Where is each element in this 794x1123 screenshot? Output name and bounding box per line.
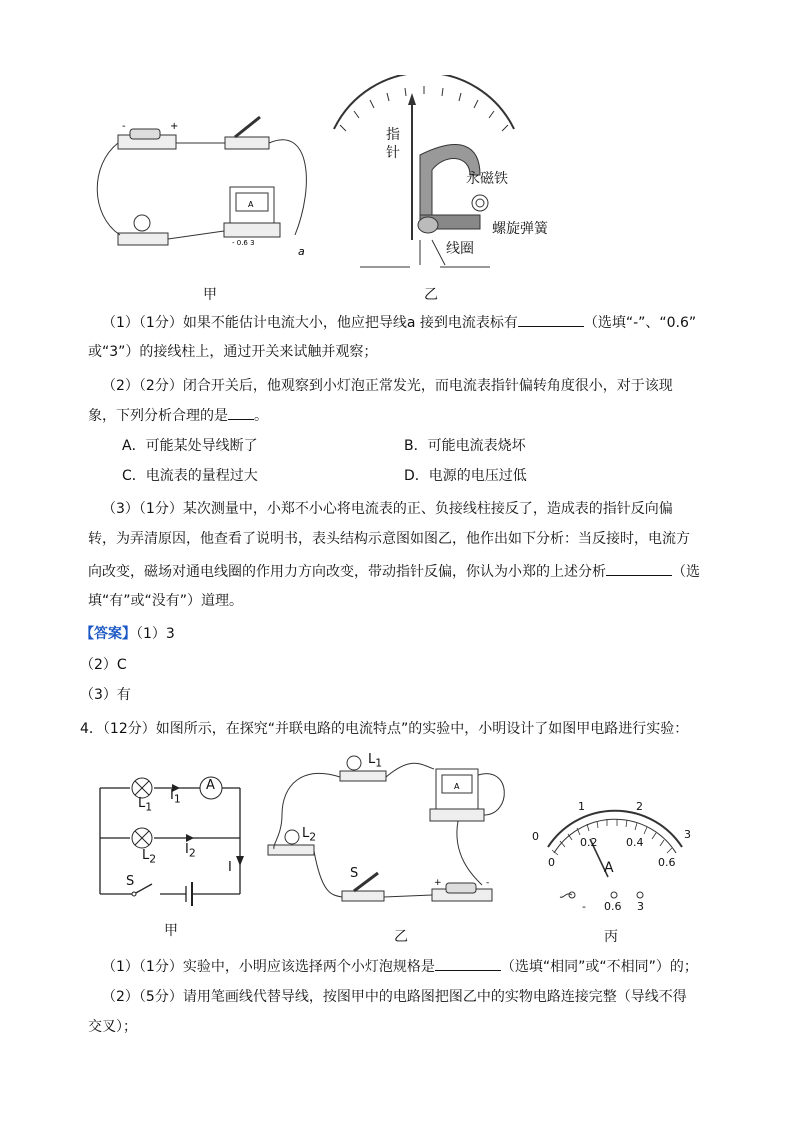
figure-bing-dial: [530, 795, 700, 905]
answer-line3: （3）有: [80, 687, 131, 703]
tick-top-0: 0: [532, 830, 539, 843]
q3-part1-line1: （1）（1分）如果不能估计电流大小，他应把导线a 接到电流表标有 （选填“-”、“0.6”: [102, 312, 696, 333]
terminal-06: [611, 892, 617, 898]
label-i2: $I_2$: [185, 842, 196, 860]
lamp-l1: [132, 778, 152, 798]
tick-top-2: 2: [636, 800, 643, 813]
q4-part2-line1: （2）（5分）请用笔画线代替导线，按图甲中的电路图把图乙中的实物电路连接完整（导线不得: [102, 989, 687, 1005]
ammeter: [224, 187, 280, 247]
svg-text:- 0.6 3: - 0.6 3: [232, 239, 255, 247]
svg-text:A: A: [454, 782, 460, 791]
label-magnet: 永磁铁: [466, 171, 508, 187]
terminal-3: [637, 892, 643, 898]
q3-part2-line1: （2）（2分）闭合开关后，他观察到小灯泡正常发光，而电流表指针偏转角度很小，对于该现: [102, 378, 673, 394]
q3-part2-line2: 象，下列分析合理的是 。: [88, 405, 268, 426]
answer-blank[interactable]: [435, 956, 501, 971]
tick-bottom-04: 0.4: [626, 836, 644, 849]
label-i1: $I_1$: [170, 788, 181, 806]
answer-blank[interactable]: [606, 561, 672, 576]
switch-real: [342, 873, 384, 901]
answer-blank[interactable]: [228, 405, 254, 420]
label-s: S: [126, 874, 135, 889]
ammeter-real: [430, 769, 484, 821]
svg-text:+: +: [170, 121, 179, 132]
answer-line2: （2）C: [80, 657, 127, 673]
terminal-minus-label: -: [582, 900, 586, 913]
label-l1: $L_1$: [138, 796, 153, 814]
answer-blank[interactable]: [518, 312, 584, 327]
figure-yi-circuit: [262, 745, 522, 920]
svg-text:-: -: [486, 878, 490, 888]
q3-part3-line3: 向改变，磁场对通电线圈的作用力方向改变，带动指针反偏，你认为小郑的上述分析 （选: [88, 561, 700, 582]
tick-bottom-02: 0.2: [580, 836, 598, 849]
svg-text:-: -: [122, 121, 126, 132]
option-a[interactable]: A．可能某处导线断了: [122, 438, 258, 454]
q4-part1: （1）（1分）实验中，小明应该选择两个小灯泡规格是 （选填“相同”或“不相同”）的；: [102, 956, 698, 977]
q3-part3-line1: （3）（1分）某次测量中，小郑不小心将电流表的正、负接线柱接反了，造成表的指针反向偏: [102, 501, 673, 517]
q3-part3-line4: 填“有”或“没有”）道理。: [88, 593, 244, 609]
q3-part1-line2: 或“3”）的接线柱上，通过开关来试触并观察；: [88, 344, 378, 360]
caption-yi: 乙: [394, 929, 408, 945]
caption-yi-top: 乙: [424, 287, 438, 303]
answer-tag: 【答案】: [80, 626, 136, 642]
svg-text:+: +: [434, 878, 442, 888]
tick-bottom-06: 0.6: [658, 856, 676, 869]
switch: [225, 117, 269, 149]
figure-jia-top: [90, 105, 320, 265]
caption-bing: 丙: [604, 929, 618, 945]
option-c[interactable]: C．电流表的量程过大: [122, 468, 258, 484]
label-l2-real: $L_2$: [302, 826, 317, 844]
label-i: I: [228, 860, 232, 875]
answer-line1: 【答案】（1）3: [80, 626, 175, 642]
label-coil: 线圈: [446, 241, 474, 257]
wire-a-label: a: [298, 245, 305, 258]
q4-stem: 4．（12分）如图所示，在探究“并联电路的电流特点”的实验中，小明设计了如图甲电路进行实验：: [80, 721, 689, 737]
option-d[interactable]: D．电源的电压过低: [404, 468, 527, 484]
spiral-spring: [472, 195, 488, 211]
svg-text:A: A: [248, 200, 254, 209]
option-b[interactable]: B．可能电流表烧坏: [404, 438, 526, 454]
ammeter-a-label: A: [206, 778, 215, 793]
caption-jia-top: 甲: [203, 287, 217, 303]
battery-real: [432, 878, 492, 901]
terminal-06-label: 0.6: [604, 900, 622, 913]
q4-part2-line2: 交叉）；: [88, 1019, 137, 1035]
lamp-l2: [132, 828, 152, 848]
tick-top-1: 1: [578, 800, 585, 813]
label-spring: 螺旋弹簧: [492, 221, 548, 237]
coil: [418, 217, 438, 233]
battery: [118, 121, 178, 149]
lamp: [118, 215, 168, 245]
q3-part3-line2: 转，为弄清原因，他查看了说明书，表头结构示意图如图乙，他作出如下分析：当反接时，电流方: [88, 531, 690, 547]
dial-unit-a: A: [604, 860, 614, 876]
caption-jia: 甲: [164, 923, 178, 939]
tick-bottom-0: 0: [548, 856, 555, 869]
label-l1-real: $L_1$: [368, 752, 383, 770]
terminal-3-label: 3: [637, 900, 644, 913]
label-s-real: S: [350, 866, 359, 881]
label-pointer: 指 针: [386, 127, 400, 161]
label-l2: $L_2$: [142, 848, 157, 866]
tick-top-3: 3: [684, 828, 691, 841]
